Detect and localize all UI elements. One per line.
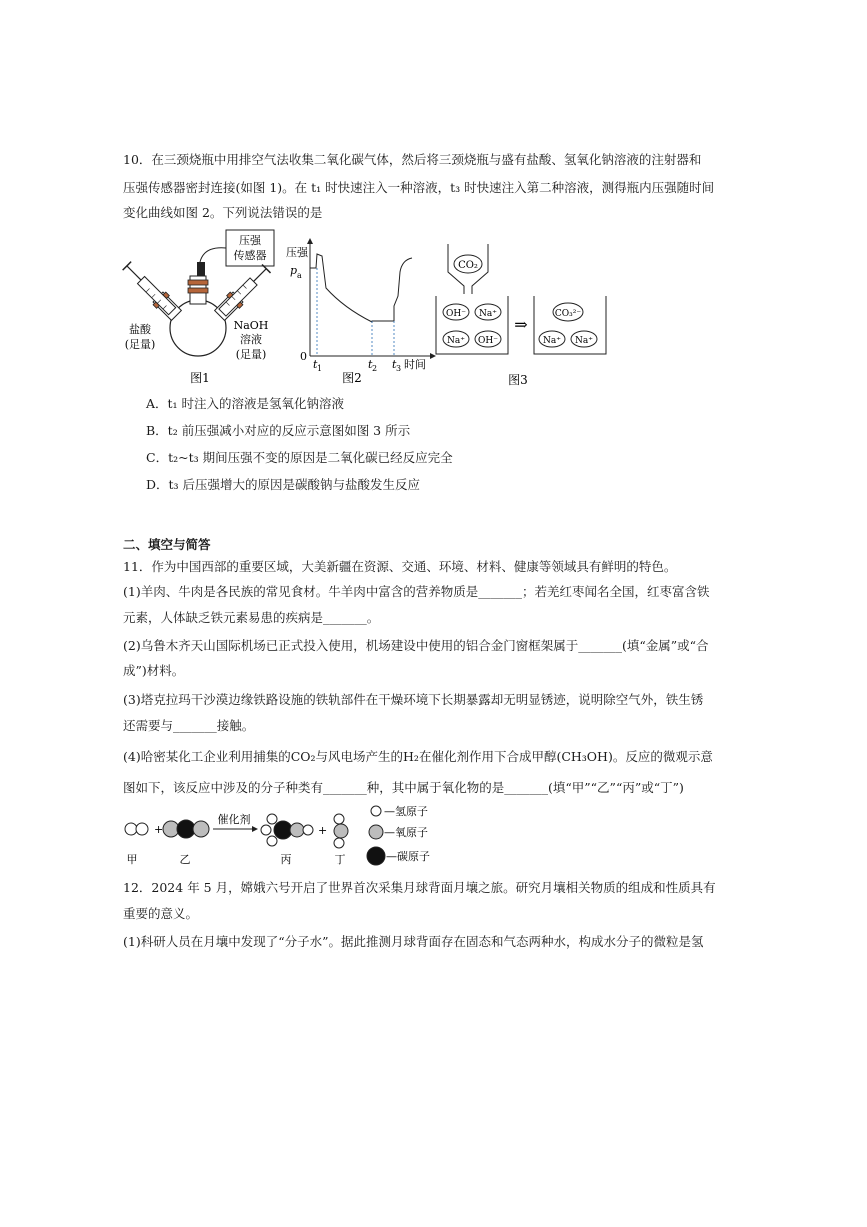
stopper-center-2	[188, 288, 208, 293]
stopper-center	[188, 280, 208, 285]
naoh-label-3: (足量)	[235, 348, 267, 361]
figure-3-caption: 图3	[508, 373, 528, 387]
oxygen-atom	[193, 821, 209, 837]
hcl-label-2: (足量)	[124, 338, 156, 351]
q12-line2: 重要的意义。	[123, 906, 199, 921]
hcl-label-1: 盐酸	[129, 323, 151, 336]
naoh-label-2: 溶液	[240, 333, 262, 346]
naoh-label-1: NaOH	[233, 319, 269, 332]
p0-label: p	[290, 264, 298, 277]
ion-left-3: Na⁺	[447, 336, 465, 346]
q11-part2-line2: 成”)材料。	[123, 663, 185, 678]
figure-2-pressure-chart	[284, 236, 436, 388]
q10-stem-line1: 10．在三颈烧瓶中用排空气法收集二氧化碳气体，然后将三颈烧瓶与盛有盐酸、氢氧化钠溶液的注射器和	[123, 152, 702, 167]
q11-part2-line1: (2)乌鲁木齐天山国际机场已正式投入使用，机场建设中使用的铝合金门窗框架属于_______(填“金属”或“合	[123, 638, 709, 653]
q11-molecule-diagram	[120, 805, 450, 869]
figure-2-caption: 图2	[342, 371, 362, 385]
legend-hydrogen-icon	[371, 806, 381, 816]
ion-right-2: Na⁺	[543, 336, 561, 346]
hydrogen-atom	[303, 825, 313, 835]
q10-stem-line3: 变化曲线如图 2。下列说法错误的是	[123, 205, 323, 220]
q12-line1: 12．2024 年 5 月，嫦娥六号开启了世界首次采集月球背面月壤之旅。研究月壤相关物质的组成和性质具有	[123, 880, 716, 895]
syringe-left	[123, 262, 177, 316]
section-title: 二、填空与简答	[123, 537, 211, 552]
sensor-wire	[200, 248, 226, 262]
hydrogen-atom	[125, 823, 137, 835]
carbon-atom	[177, 820, 195, 838]
label-bing: 丙	[280, 853, 292, 866]
ion-left-4: OH⁻	[478, 336, 498, 346]
sensor-probe	[197, 262, 205, 276]
label-yi: 乙	[179, 853, 191, 866]
y-axis-label: 压强	[286, 246, 308, 259]
q11-part1-line1: (1)羊肉、牛肉是各民族的常见食材。牛羊肉中富含的营养物质是_______；若羌红枣闻名全国，红枣富含铁	[123, 584, 710, 599]
carbon-atom	[274, 821, 292, 839]
figure-1-caption: 图1	[190, 371, 210, 385]
p0-subscript: a	[297, 271, 302, 280]
transform-arrow: ⇒	[514, 315, 528, 334]
oxygen-atom	[334, 824, 348, 838]
legend-hydrogen: —氢原子	[384, 805, 428, 818]
q11-part1-line2: 元素，人体缺乏铁元素易患的疾病是_______。	[123, 610, 380, 625]
origin-label: 0	[300, 350, 307, 363]
ion-left-2: Na⁺	[479, 309, 497, 319]
plus-sign: +	[154, 823, 164, 836]
catalyst-label: 催化剂	[217, 813, 251, 826]
sensor-label-1: 压强	[239, 234, 261, 247]
q10-option-a[interactable]: A．t₁ 时注入的溶液是氢氧化钠溶液	[146, 396, 345, 411]
t3-label: t	[392, 358, 397, 371]
q11-part3-line2: 还需要与_______接触。	[123, 718, 255, 733]
label-jia: 甲	[126, 853, 138, 866]
q12-line3: (1)科研人员在月壤中发现了“分子水”。据此推测月球背面存在固态和气态两种水，构成水分子的微粒是氢	[123, 934, 704, 949]
q11-intro: 11．作为中国西部的重要区域，大美新疆在资源、交通、环境、材料、健康等领域具有鲜明的特色。	[123, 559, 677, 574]
hydrogen-atom	[261, 825, 271, 835]
q10-option-d[interactable]: D．t₃ 后压强增大的原因是碳酸钠与盐酸发生反应	[146, 477, 421, 492]
oxygen-atom	[290, 823, 304, 837]
co2-label: CO₂	[458, 260, 478, 271]
q10-stem-line2: 压强传感器密封连接(如图 1)。在 t₁ 时快速注入一种溶液，t₃ 时快速注入第二种溶液，测得瓶内压强随时间	[123, 180, 715, 195]
pressure-curve	[310, 254, 412, 322]
ion-right-3: Na⁺	[575, 336, 593, 346]
t1-subscript: 1	[317, 364, 323, 373]
figure-3-reaction-diagram	[432, 238, 610, 388]
q11-part4-line2: 图如下，该反应中涉及的分子种类有_______种，其中属于氧化物的是_______(填“甲”“乙”“丙”或“丁”)	[123, 780, 684, 795]
ion-right-1: CO₃²⁻	[554, 309, 582, 319]
legend-carbon-icon	[367, 847, 385, 865]
hydrogen-atom	[267, 836, 277, 846]
ion-left-1: OH⁻	[446, 309, 466, 319]
q10-option-b[interactable]: B．t₂ 前压强减小对应的反应示意图如图 3 所示	[146, 423, 411, 438]
syringe-right	[218, 264, 270, 316]
q11-part3-line1: (3)塔克拉玛干沙漠边缘铁路设施的铁轨部件在干燥环境下长期暴露却无明显锈迹，说明除空气外，铁生锈	[123, 692, 704, 707]
sensor-label-2: 传感器	[233, 249, 267, 262]
figure-1-apparatus	[118, 228, 288, 388]
legend-carbon: —碳原子	[386, 850, 430, 863]
t2-label: t	[368, 358, 373, 371]
hydrogen-atom	[334, 838, 344, 848]
t1-label: t	[313, 358, 318, 371]
x-axis-label: 时间	[404, 358, 426, 371]
legend-oxygen-icon	[369, 825, 383, 839]
plus-sign-2: +	[318, 824, 328, 837]
legend-oxygen: —氧原子	[384, 826, 428, 839]
hydrogen-atom	[334, 814, 344, 824]
t2-subscript: 2	[372, 364, 378, 373]
hydrogen-atom	[136, 823, 148, 835]
q10-option-c[interactable]: C．t₂~t₃ 期间压强不变的原因是二氧化碳已经反应完全	[146, 450, 453, 465]
q11-part4-line1: (4)哈密某化工企业利用捕集的CO₂与风电场产生的H₂在催化剂作用下合成甲醇(CH₃OH)。反应的微观示意	[123, 749, 713, 764]
label-ding: 丁	[334, 853, 346, 866]
t3-subscript: 3	[396, 364, 402, 373]
hydrogen-atom	[267, 814, 277, 824]
